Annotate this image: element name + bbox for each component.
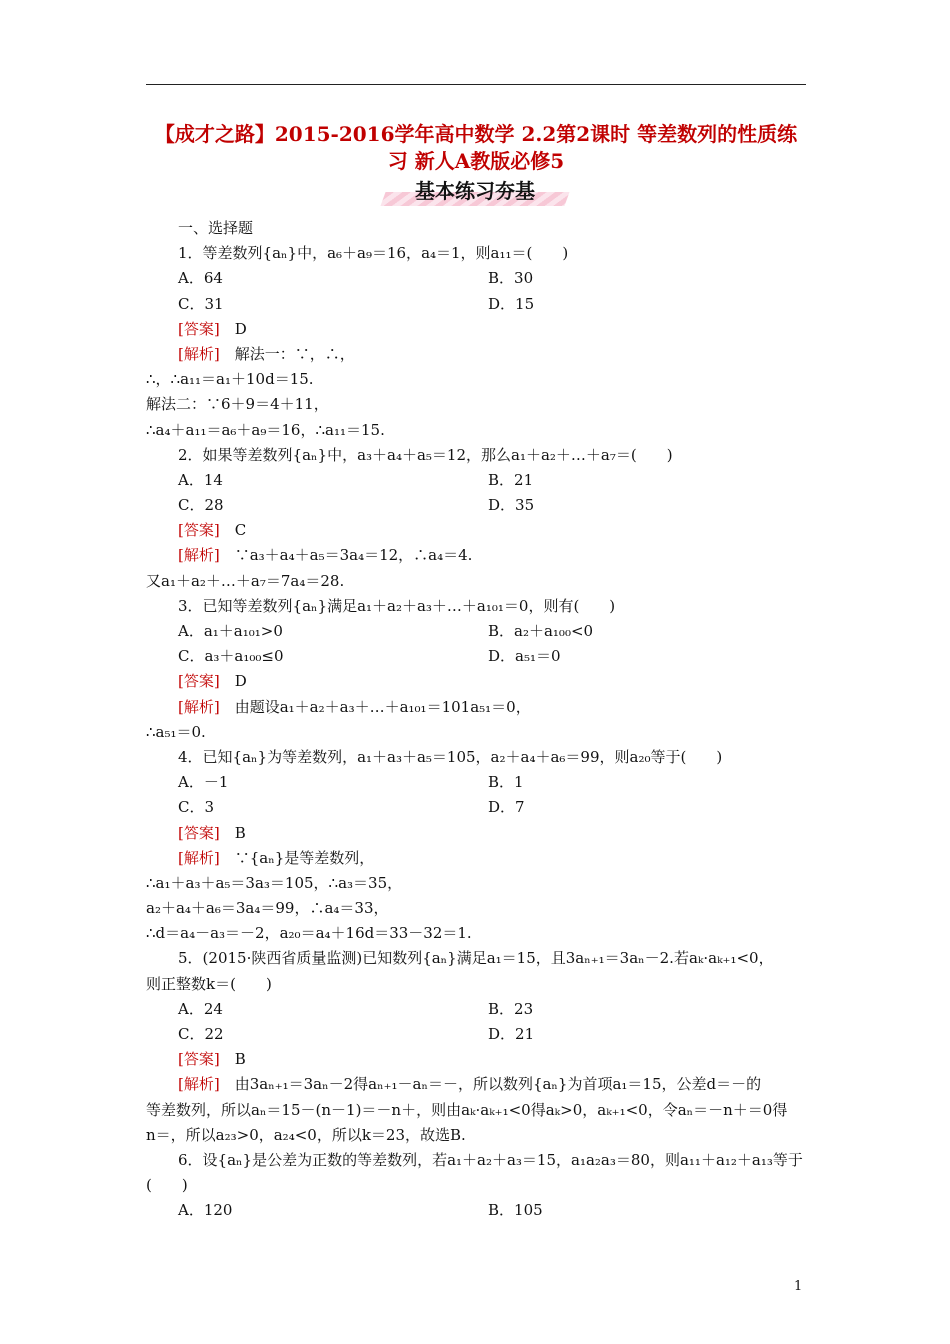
choice-option: C．31: [178, 294, 224, 313]
choice-option: A．64: [178, 269, 223, 288]
choice-option: B．30: [488, 269, 534, 288]
text-line: 解法二：∵6＋9＝4＋11，: [146, 395, 329, 414]
analysis-line: [146, 846, 816, 871]
section-banner: [375, 178, 575, 210]
text-line: 1．等差数列{aₙ}中，a₆＋a₉＝16，a₄＝1，则a₁₁＝( ): [178, 244, 569, 263]
option-row: [146, 770, 816, 795]
option-row: [146, 266, 816, 291]
choice-option: A．14: [178, 470, 223, 489]
text-line: ∴a₄＋a₁₁＝a₆＋a₉＝16，∴a₁₁＝15.: [146, 420, 385, 439]
text-line: 3．已知等差数列{aₙ}满足a₁＋a₂＋a₃＋…＋a₁₀₁＝0，则有( ): [178, 596, 616, 615]
text-line: 又a₁＋a₂＋…＋a₇＝7a₄＝28.: [146, 571, 345, 590]
label-tag: [解析]: [178, 848, 220, 867]
choice-option: C．a₃＋a₁₀₀≤0: [178, 647, 284, 666]
text-line: ( ): [146, 1176, 188, 1195]
choice-option: C．22: [178, 1025, 224, 1043]
choice-option: D．7: [488, 798, 525, 817]
choice-option: D．15: [488, 294, 535, 313]
option-row: [146, 468, 816, 493]
choice-option: C．28: [178, 496, 224, 515]
choice-option: B．23: [488, 999, 534, 1018]
text-line: ∴a₅₁＝0.: [146, 722, 206, 741]
choice-option: B．1: [488, 773, 524, 792]
label-tag: [答案]: [178, 319, 220, 338]
text-line: 一、选择题: [178, 219, 254, 237]
choice-option: A．a₁＋a₁₀₁>0: [178, 622, 283, 640]
label-tag: [解析]: [178, 697, 220, 716]
text-line: n＝，所以a₂₃>0，a₂₄<0，所以k＝23，故选B.: [146, 1125, 466, 1144]
choice-option: A．24: [178, 999, 223, 1018]
line-text: B: [219, 823, 246, 842]
choice-option: C．3: [178, 798, 215, 817]
choice-option: B．105: [488, 1201, 543, 1220]
option-row: [146, 493, 816, 518]
section-heading: 基本练习夯基: [415, 179, 535, 203]
line-text: D: [219, 672, 247, 691]
option-row: [146, 795, 816, 820]
label-tag: [解析]: [178, 344, 220, 363]
line-text: ∵{aₙ}是等差数列，: [219, 848, 375, 867]
choice-option: D．21: [488, 1025, 535, 1043]
label-tag: [答案]: [178, 1050, 220, 1069]
line-text: B: [219, 1050, 246, 1069]
option-row: [146, 997, 816, 1022]
line-text: 解法一：∵，∴，: [219, 344, 355, 363]
exercise-content: [146, 216, 816, 1224]
line-text: ∵a₃＋a₄＋a₅＝3a₄＝12，∴a₄＝4.: [219, 546, 473, 565]
choice-option: A．120: [178, 1201, 233, 1220]
analysis-line: [146, 342, 816, 367]
choice-option: A．－1: [178, 773, 229, 792]
label-tag: [解析]: [178, 1075, 220, 1094]
text-line: 6．设{aₙ}是公差为正数的等差数列，若a₁＋a₂＋a₃＝15，a₁a₂a₃＝80，则a₁₁＋a₁₂＋a₁₃等于: [178, 1150, 803, 1169]
text-line: 4．已知{aₙ}为等差数列，a₁＋a₃＋a₅＝105，a₂＋a₄＋a₆＝99，则a₂₀等于( ): [178, 747, 723, 766]
option-row: [146, 292, 816, 317]
answer-line: [146, 317, 816, 342]
text-line: 2．如果等差数列{aₙ}中，a₃＋a₄＋a₅＝12，那么a₁＋a₂＋…＋a₇＝( ): [178, 445, 673, 464]
page-number: 1: [794, 1279, 803, 1294]
answer-line: [146, 821, 816, 846]
analysis-line: [146, 1072, 816, 1097]
text-line: ∴a₁＋a₃＋a₅＝3a₃＝105，∴a₃＝35，: [146, 873, 403, 892]
answer-line: [146, 1047, 816, 1072]
choice-option: D．35: [488, 496, 535, 515]
option-row: [146, 619, 816, 644]
label-tag: [答案]: [178, 672, 220, 691]
line-text: 由题设a₁＋a₂＋a₃＋…＋a₁₀₁＝101a₅₁＝0，: [219, 697, 531, 716]
analysis-line: [146, 695, 816, 720]
text-line: 则正整数k＝( ): [146, 974, 272, 993]
option-row: [146, 1198, 816, 1223]
line-text: C: [219, 521, 247, 540]
text-line: 等差数列，所以aₙ＝15－(n－1)＝－n＋，则由aₖ·aₖ₊₁<0得aₖ>0，aₖ₊₁<0，令aₙ＝－n＋＝0得: [146, 1100, 788, 1119]
text-line: a₂＋a₄＋a₆＝3a₄＝99，∴a₄＝33，: [146, 899, 389, 918]
option-row: [146, 1022, 816, 1047]
answer-line: [146, 518, 816, 543]
choice-option: B．21: [488, 470, 534, 489]
answer-line: [146, 669, 816, 694]
line-text: D: [219, 319, 247, 338]
label-tag: [答案]: [178, 823, 220, 842]
analysis-line: [146, 543, 816, 568]
text-line: ∴，∴a₁₁＝a₁＋10d＝15.: [146, 370, 314, 389]
text-line: 5．(2015·陕西省质量监测)已知数列{aₙ}满足a₁＝15，且3aₙ₊₁＝3aₙ－2.若aₖ·aₖ₊₁<0，: [178, 949, 774, 968]
document-title: 【成才之路】2015-2016学年高中数学 2.2第2课时 等差数列的性质练习 新人A教版必修5: [154, 122, 798, 173]
choice-option: D．a₅₁＝0: [488, 647, 561, 666]
line-text: 由3aₙ₊₁＝3aₙ－2得aₙ₊₁－aₙ＝－，所以数列{aₙ}为首项a₁＝15，公差d＝－的: [219, 1075, 762, 1094]
label-tag: [答案]: [178, 521, 220, 540]
label-tag: [解析]: [178, 546, 220, 565]
choice-option: B．a₂＋a₁₀₀<0: [488, 622, 594, 640]
header-rule: [146, 84, 806, 85]
option-row: [146, 644, 816, 669]
text-line: ∴d＝a₄－a₃＝－2，a₂₀＝a₄＋16d＝33－32＝1.: [146, 924, 472, 943]
